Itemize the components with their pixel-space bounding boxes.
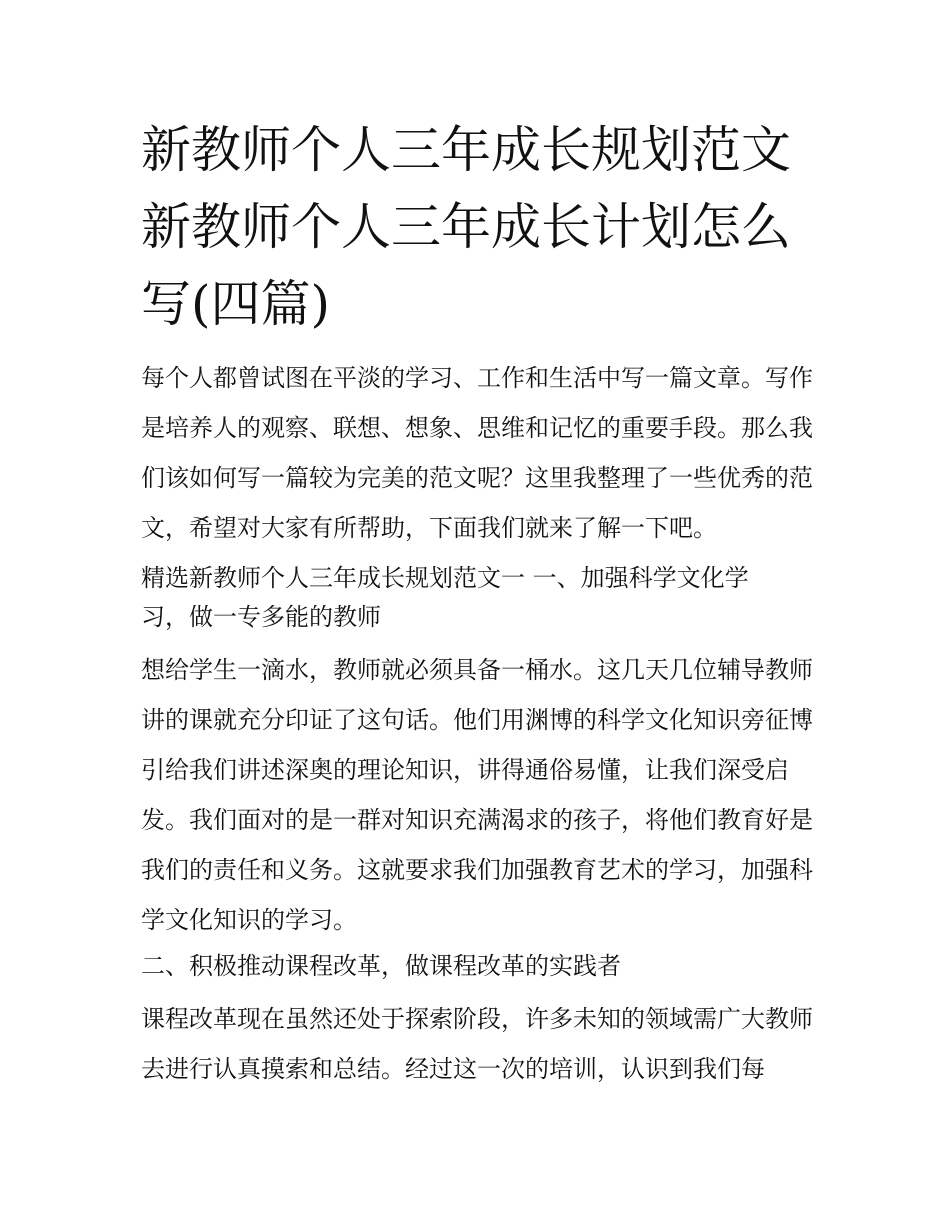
document-page — [141, 112, 813, 1094]
body-paragraph-2: 课程改革现在虽然还处于探索阶段，许多未知的领域需广大教师去进行认真摸索和总结。经过这一次的培训，认识到我们每 — [141, 1005, 813, 1083]
section-heading-line-1: 精选新教师个人三年成长规划范文一 一、加强科学文化学 — [141, 564, 749, 592]
section-heading-line-2: 习，做一专多能的教师 — [141, 603, 381, 631]
intro-paragraph: 每个人都曾试图在平淡的学习、工作和生活中写一篇文章。写作是培养人的观察、联想、想象、思维和记忆的重要手段。那么我们该如何写一篇较为完美的范文呢？这里我整理了一些优秀的范文，希望对大家有所帮助，下面我们就来了解一下吧。 — [141, 364, 813, 542]
document-title: 新教师个人三年成长规划范文新教师个人三年成长计划怎么写(四篇) — [141, 121, 791, 333]
document-body — [141, 353, 813, 1094]
body-paragraph-1: 想给学生一滴水，教师就必须具备一桶水。这几天几位辅导教师讲的课就充分印证了这句话。他们用渊博的科学文化知识旁征博引给我们讲述深奥的理论知识，讲得通俗易懂，让我们深受启发。我们面对的是一群对知识充满渴求的孩子，将他们教育好是我们的责任和义务。这就要求我们加强教育艺术的学习，加强科学文化知识的学习。 — [141, 656, 813, 934]
section-heading-2: 二、积极推动课程改革，做课程改革的实践者 — [141, 952, 621, 980]
